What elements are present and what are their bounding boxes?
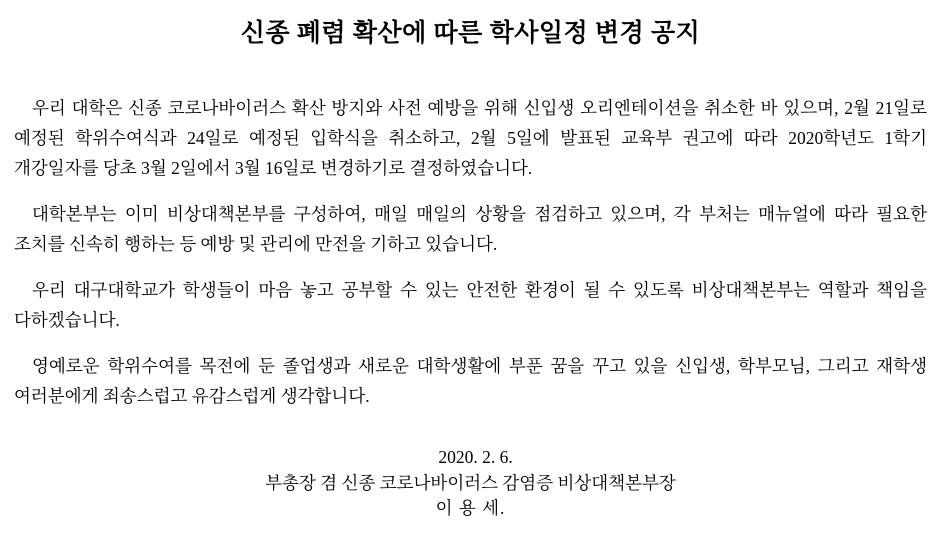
page-title: 신종 폐렴 확산에 따른 학사일정 변경 공지	[240, 20, 701, 47]
signature-title: 부총장 겸 신종 코로나바이러스 감염증 비상대책본부장	[265, 472, 676, 493]
paragraph-3: 우리 대구대학교가 학생들이 마음 놓고 공부할 수 있는 안전한 환경이 될 수 있도록 비상대책본부는 역할과 책임을 다하겠습니다.	[14, 279, 927, 331]
signature-block	[14, 445, 927, 521]
signature-date: 2020. 2. 6.	[438, 447, 513, 468]
signature-name: 이 용 세.	[435, 498, 506, 519]
document-body	[14, 93, 927, 412]
paragraph-1: 우리 대학은 신종 코로나바이러스 확산 방지와 사전 예방을 위해 신입생 오리엔테이션을 취소한 바 있으며, 2월 21일로 예정된 학위수여식과 24일로 예정된 입학식을 취소하고, 2월 5일에 발표된 교육부 권고에 따라 2020학년도 1학기 개강일자를 당초 3월 2일에서 3월 16일로 변경하기로 결정하였습니다.	[14, 97, 927, 178]
document-page	[0, 18, 941, 546]
paragraph-2: 대학본부는 이미 비상대책본부를 구성하여, 매일 매일의 상황을 점검하고 있으며, 각 부처는 매뉴얼에 따라 필요한 조치를 신속히 행하는 등 예방 및 관리에 만전을 기하고 있습니다.	[14, 203, 927, 254]
paragraph-4: 영예로운 학위수여를 목전에 둔 졸업생과 새로운 대학생활에 부푼 꿈을 꾸고 있을 신입생, 학부모님, 그리고 재학생 여러분에게 죄송스럽고 유감스럽게 생각합니다.	[14, 356, 927, 407]
